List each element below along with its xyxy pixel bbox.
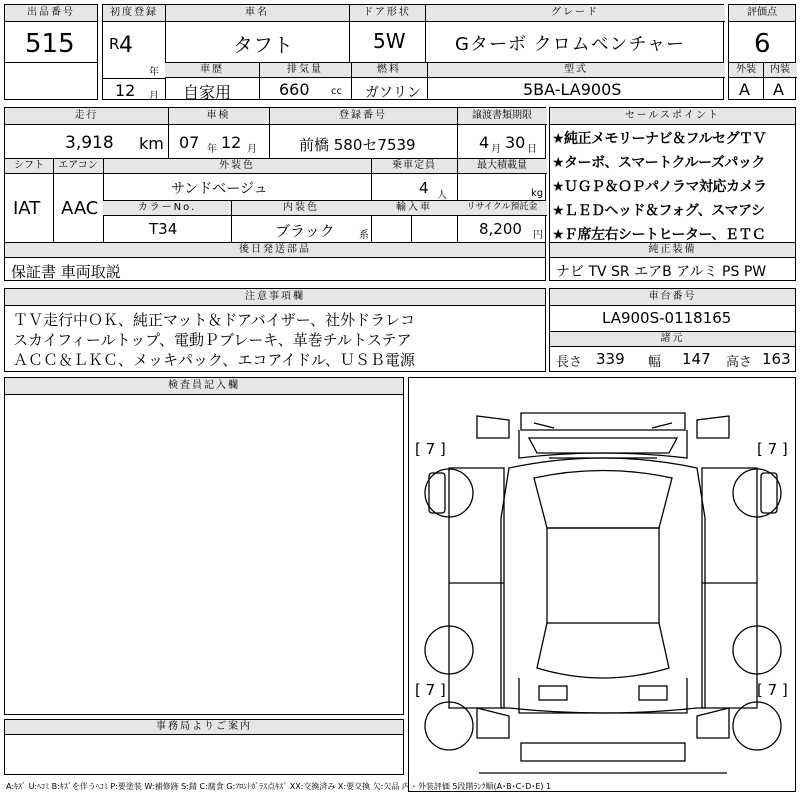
tire-fr: [ 7 ] — [757, 440, 788, 458]
dims-length-label: 長さ — [556, 355, 583, 370]
vehicle-info-box — [102, 4, 724, 100]
int-color-unit: 系 — [359, 230, 369, 241]
mileage-label: 走行 — [5, 108, 168, 125]
inspection-month-unit: 月 — [247, 144, 257, 155]
recycle-unit: 円 — [533, 230, 543, 241]
score-int-label: 内装 — [763, 63, 797, 78]
transfer-day-unit: 日 — [527, 144, 537, 155]
inspection-year-unit: 年 — [207, 144, 217, 155]
chassis-value: LA900S-0118165 — [602, 309, 732, 327]
fuel-value: ガソリン — [365, 85, 421, 101]
ac-value: AAC — [61, 198, 99, 219]
sales-points-box — [549, 107, 796, 281]
lot-label: 出品番号 — [5, 5, 97, 22]
dims-width-label: 幅 — [648, 355, 662, 370]
capacity-unit: 人 — [437, 190, 447, 201]
inspection-year: 07 — [179, 133, 200, 152]
capacity-value: 4 — [419, 179, 429, 197]
ext-color-value: サンドベージュ — [171, 181, 268, 197]
office-box — [4, 719, 404, 775]
inspection-month: 12 — [221, 133, 242, 152]
score-label: 評価点 — [729, 5, 795, 22]
dims-height-label: 高さ — [726, 355, 753, 370]
chassis-box — [549, 288, 796, 372]
import-label: 輸入車 — [371, 201, 457, 216]
inspector-label: 検査員記入欄 — [5, 378, 403, 395]
shift-label: シフト — [5, 159, 53, 174]
inspector-box — [4, 377, 404, 715]
car-diagram — [409, 378, 797, 793]
recycle-label: リサイクル預託金 — [457, 201, 547, 216]
dims-length: 339 — [596, 350, 625, 368]
score-value: 6 — [754, 29, 771, 59]
tire-fl: [ 7 ] — [415, 440, 446, 458]
history-value: 自家用 — [183, 83, 232, 102]
diagram-box — [408, 377, 796, 792]
notes-line: ＡＣＣ＆ＬＫＣ、メッキパック、エコアイドル、ＵＳＢ電源 — [13, 351, 415, 369]
tire-rr: [ 7 ] — [757, 681, 788, 699]
chassis-label: 車台番号 — [550, 289, 795, 306]
sales-point-item: ★ＵＧＰ＆ＯＰパノラマ対応カメラ — [552, 179, 767, 195]
specs-box — [4, 107, 546, 281]
int-color-value: ブラック — [275, 222, 335, 240]
displacement-unit: cc — [331, 86, 342, 97]
plate-label: 登録番号 — [269, 108, 457, 125]
office-label: 事務局よりご案内 — [5, 720, 403, 735]
legend-text: A:ｷｽﾞ U:ﾍｺﾐ B:ｷｽﾞを伴うﾍｺﾐ P:要塗装 W:補修跡 S:錆 C:腐食 G:ﾌﾛﾝﾄｶﾞﾗｽ点ｷｽﾞ XX:交換済み X:要交換 欠:欠品 内・外装評価 5段階ﾗﾝｸ順(A･B･C･D･E) 1 — [6, 782, 552, 791]
grade-label: グレード — [425, 5, 725, 22]
model-value: 5BA-LA900S — [523, 80, 622, 99]
inspection-label: 車検 — [168, 108, 269, 125]
lot-number: 515 — [25, 29, 75, 59]
mileage-unit: km — [139, 134, 164, 153]
notes-line: ＴＶ走行中ＯＫ、純正マット＆ドアバイザー、社外ドラレコ — [13, 311, 416, 329]
later-parts-label: 後日発送部品 — [5, 243, 545, 258]
notes-line: スカイフィールトップ、電動Ｐブレーキ、革巻チルトステア — [13, 331, 412, 349]
transfer-day: 30 — [505, 133, 526, 152]
plate-value: 前橋 580セ7539 — [299, 136, 416, 154]
ac-label: エアコン — [53, 159, 103, 174]
first-reg-year-unit: 年 — [149, 67, 159, 78]
recycle-value: 8,200 — [479, 220, 522, 238]
sales-point-item: ★Ｆ席左右シートヒーター、ＥＴＣ — [552, 227, 766, 243]
first-reg-year: 4 — [119, 33, 133, 58]
displacement-label: 排気量 — [259, 63, 351, 78]
score-int: A — [773, 80, 784, 99]
sales-point-item: ★ＬＥＤヘッド＆フォグ、スマアシ — [552, 203, 765, 219]
mileage-value: 3,918 — [65, 133, 114, 153]
grade-value: Gターボ クロムベンチャー — [455, 34, 686, 55]
first-reg-label: 初度登録 — [103, 5, 165, 22]
equipment-label: 純正装備 — [550, 243, 795, 258]
first-reg-month-unit: 月 — [149, 91, 159, 102]
displacement-value: 660 — [279, 80, 310, 99]
first-reg-month: 12 — [115, 81, 136, 100]
lot-box — [4, 4, 98, 100]
score-box — [728, 4, 796, 100]
transfer-month: 4 — [479, 133, 490, 152]
doors-label: ドア形状 — [349, 5, 425, 22]
dims-height: 163 — [762, 350, 791, 368]
transfer-label: 譲渡書類期限 — [457, 108, 547, 125]
sales-point-item: ★ターボ、スマートクルーズパック — [552, 155, 765, 171]
color-no-label: カラーNo. — [103, 201, 231, 216]
transfer-month-unit: 月 — [491, 144, 501, 155]
dims-label: 諸元 — [550, 332, 795, 347]
car-name: タフト — [233, 33, 293, 57]
car-name-label: 車名 — [165, 5, 349, 22]
max-load-unit: kg — [531, 188, 544, 199]
history-label: 車歴 — [165, 63, 259, 78]
doors-value: 5W — [373, 29, 406, 53]
notes-box — [4, 288, 546, 372]
capacity-label: 乗車定員 — [371, 159, 457, 174]
fuel-label: 燃料 — [351, 63, 427, 78]
sales-point-item: ★純正メモリーナビ＆フルセグＴＶ — [552, 131, 766, 147]
tire-rl: [ 7 ] — [415, 681, 446, 699]
score-ext-label: 外装 — [729, 63, 763, 78]
equipment-value: ナビ TV SR エアB アルミ PS PW — [556, 264, 767, 280]
int-color-label: 内装色 — [231, 201, 371, 216]
shift-value: IAT — [13, 198, 41, 219]
score-ext: A — [739, 80, 750, 99]
notes-label: 注意事項欄 — [5, 289, 545, 306]
model-label: 型式 — [427, 63, 725, 78]
dims-width: 147 — [682, 350, 711, 368]
first-reg-era: R — [109, 35, 120, 53]
ext-color-label: 外装色 — [103, 159, 371, 174]
color-no-value: T34 — [149, 220, 178, 238]
max-load-label: 最大積載量 — [457, 159, 547, 174]
sales-points-label: セールスポイント — [550, 108, 795, 125]
later-parts-value: 保証書 車両取説 — [11, 263, 121, 281]
